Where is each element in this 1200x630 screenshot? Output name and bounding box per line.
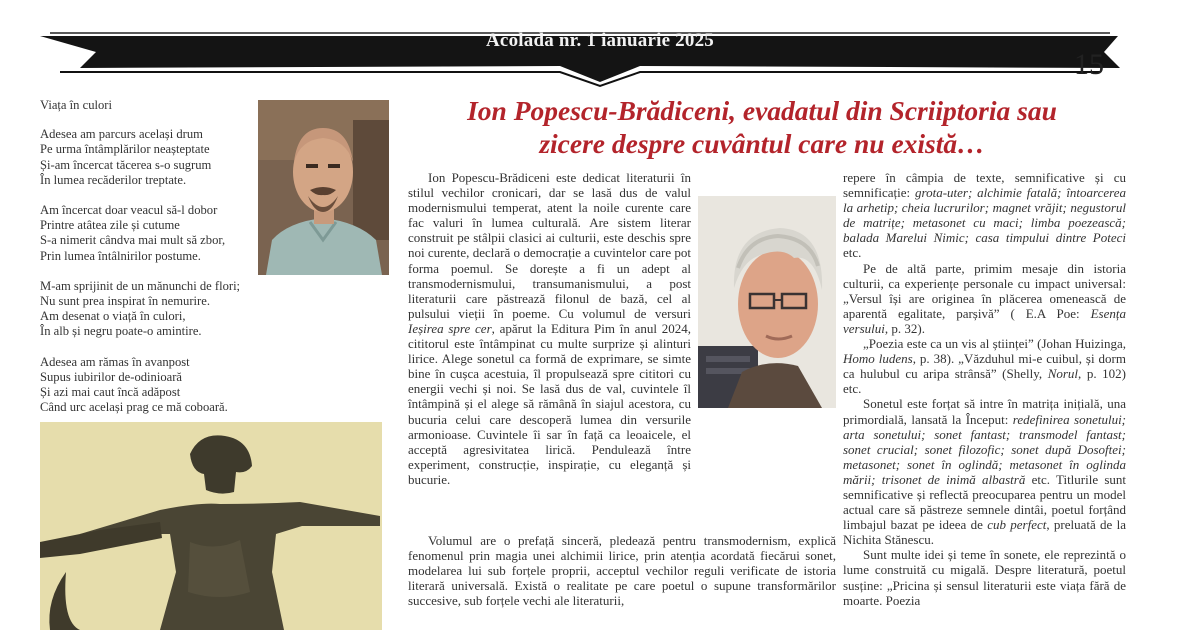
poem-stanza — [40, 203, 265, 264]
paragraph-text: , preluată de la Nichita Stănescu. — [843, 517, 1126, 548]
poem-line: Supus iubirilor de-odinioară — [40, 369, 183, 384]
poem-stanza — [40, 127, 265, 188]
book-title: Ieșirea spre cer — [408, 320, 492, 336]
page-header — [0, 0, 1200, 90]
article-paragraph — [843, 170, 1126, 261]
article-paragraph — [843, 261, 1126, 336]
poem-line: Printre atâtea zile și cutume — [40, 218, 180, 233]
poem-line: În lumea recăderilor treptate. — [40, 172, 187, 187]
book-title: Norul — [1047, 366, 1079, 382]
author-portrait-photo — [258, 100, 389, 275]
poem-line: S-a nimerit cândva mai mult să zbor, — [40, 233, 226, 248]
poem-line: M-am sprijinit de un mănunchi de flori; — [40, 278, 241, 293]
paragraph-text: , p. 38). „Văzduhul mi-e cuibul, și dorm ca hulubul cu aripa strânsă” (Shelly, — [843, 351, 1126, 382]
poem-line: Și-am încercat tăcerea s-o sugrum — [40, 157, 212, 172]
article-paragraph: Volumul are o prefață sinceră, pledează pentru transmodernism, explică fenomenul prin magia unei alchimii lirice, prin atenția acordată fiecărui sonet, modelarea lui sub forțele proprii, acceptul vechilor reguli verificate de istoria literară universală. Există o realitate pe care poetul o supune transformărilor succesive, sub forțele vechi ale literaturii, — [408, 533, 836, 609]
article-column-right — [843, 170, 1126, 608]
poem-line: Când urc același prag ce mă coboară. — [40, 400, 228, 415]
paragraph-text: „Poezia este ca un vis al științei” (Johan Huizinga, — [863, 336, 1126, 352]
poem-line: Am încercat doar veacul să-l dobor — [40, 203, 218, 218]
poem-line: Prin lumea întâlnirilor postume. — [40, 248, 201, 263]
poem-line: Pe urma întâmplărilor neașteptate — [40, 142, 210, 157]
poem-title: Viața în culori — [40, 98, 112, 112]
header-title: Acolada nr. 1 ianuarie 2025 — [486, 30, 714, 51]
article-title-line: zicere despre cuvântul care nu există… — [539, 128, 985, 159]
page-number: 15 — [1074, 48, 1104, 81]
article-title — [400, 94, 1124, 160]
paragraph-text: Ion Popescu-Brădiceni este dedicat literaturii în stilul vechilor cronicari, dar se lasă dus de valul modernismului temperat, atent la noile curente care fac valuri în lumea culturală. Are sistem literar construit pe stâlpii clasici ai culturii, este deschis spre noi curente, declară o democrație a cuvintelor care pot forma poemul. Se dorește a fi un adept al transmodernismului, transumanismului, a post literaturii care păstrează filonul de bază, cel al pulsului vieții în poeme. Cu volumul de versuri — [408, 170, 691, 321]
poem-stanza — [40, 355, 265, 416]
paragraph-text: etc. Titlurile sunt semnificative și reflectă preocuparea pentru un model actual care să păstreze semnele dintâi, poetul forțând limbajul bazat pe ideea de — [843, 471, 1127, 533]
book-title: Esența versului — [843, 305, 1126, 336]
article-paragraph — [843, 336, 1126, 396]
poem — [40, 98, 265, 430]
paragraph-text: repere în câmpia de texte, semnificative și cu semnificație: — [843, 170, 1126, 201]
paragraph-text: , p. 32). — [884, 320, 925, 336]
poem-line: Adesea am rămas în avanpost — [40, 354, 190, 369]
paragraph-text: Pe de altă parte, primim mesaje din istoria culturii, ca experiențe personale cu impact universal: „Versul își are originea în plăcerea omenească de aparentă egalitate, parșivă” ( E.A Poe: — [843, 260, 1126, 321]
article-column-left-lower — [408, 367, 836, 608]
title-list: redefinirea sonetului; arta sonetului; sonet fantast; transmodel fantast; sonet crucial; sonet filozofic; sonet după Dosoftei; metasonet; sonet în oglindă; metasonet în oglinda mării; trisonet de inimă albastră — [843, 411, 1127, 487]
paragraph-text: , apărut la Editura Pim în anul 2024, cititorul este întâmpinat cu multe surprize și alinturi lirice. Alege sonetul ca formă de exprimare, se simte bine în cușca acestuia, îl propulsează spre cititori cu energii vechi și noi. Se lasă dus de val, cuvintele îl întâmpină și el alege să rămână în siajul acestora, cu bucuria celui care descoperă lumea din versurile armonioase. Cuvintele îi sar în față ca leoaicele, el acceptă agresivitatea lirică. Pendulează între experiment, construcție, inspirație, cu eleganță și bucurie. — [408, 320, 692, 487]
title-list: grota-uter; alchimie fatală; întoarcerea la arhetip; cheia lucrurilor; magnet vrăjit; negustorul de matrițe; metasonet cu maci; limba poezească; balada Marelui Nimic; casa timpului dintre Poteci — [843, 185, 1127, 246]
paragraph-text: , p. 102) etc. — [843, 366, 1126, 397]
paragraph-text: Sonetul este forțat să intre în matrița inițială, una primordială, lansată la Început: — [843, 396, 1126, 427]
term: cub perfect — [987, 517, 1047, 533]
book-title: Homo ludens — [843, 351, 913, 367]
article-title-line: Ion Popescu-Brădiceni, evadatul din Scriiptoria sau — [467, 95, 1057, 126]
poem-line: Nu sunt prea inspirat în nemurire. — [40, 294, 210, 309]
article-paragraph — [843, 396, 1126, 547]
paragraph-text: etc. — [843, 245, 862, 261]
poem-line: Am desenat o viață în culori, — [40, 309, 186, 324]
poem-stanza — [40, 279, 265, 340]
article-paragraph: Sunt multe idei și teme în sonete, ele reprezintă o lume construită cu migală. Despre literatură, poetul susține: „Pricina și sensul literaturii este viața fără de moarte. Poezia — [843, 547, 1126, 608]
poem-line: În alb și negru poate-o amintire. — [40, 324, 202, 339]
poem-line: Și azi mai caut încă adăpost — [40, 385, 181, 400]
sculpture-photo — [40, 422, 382, 630]
poem-line: Adesea am parcurs același drum — [40, 127, 203, 142]
